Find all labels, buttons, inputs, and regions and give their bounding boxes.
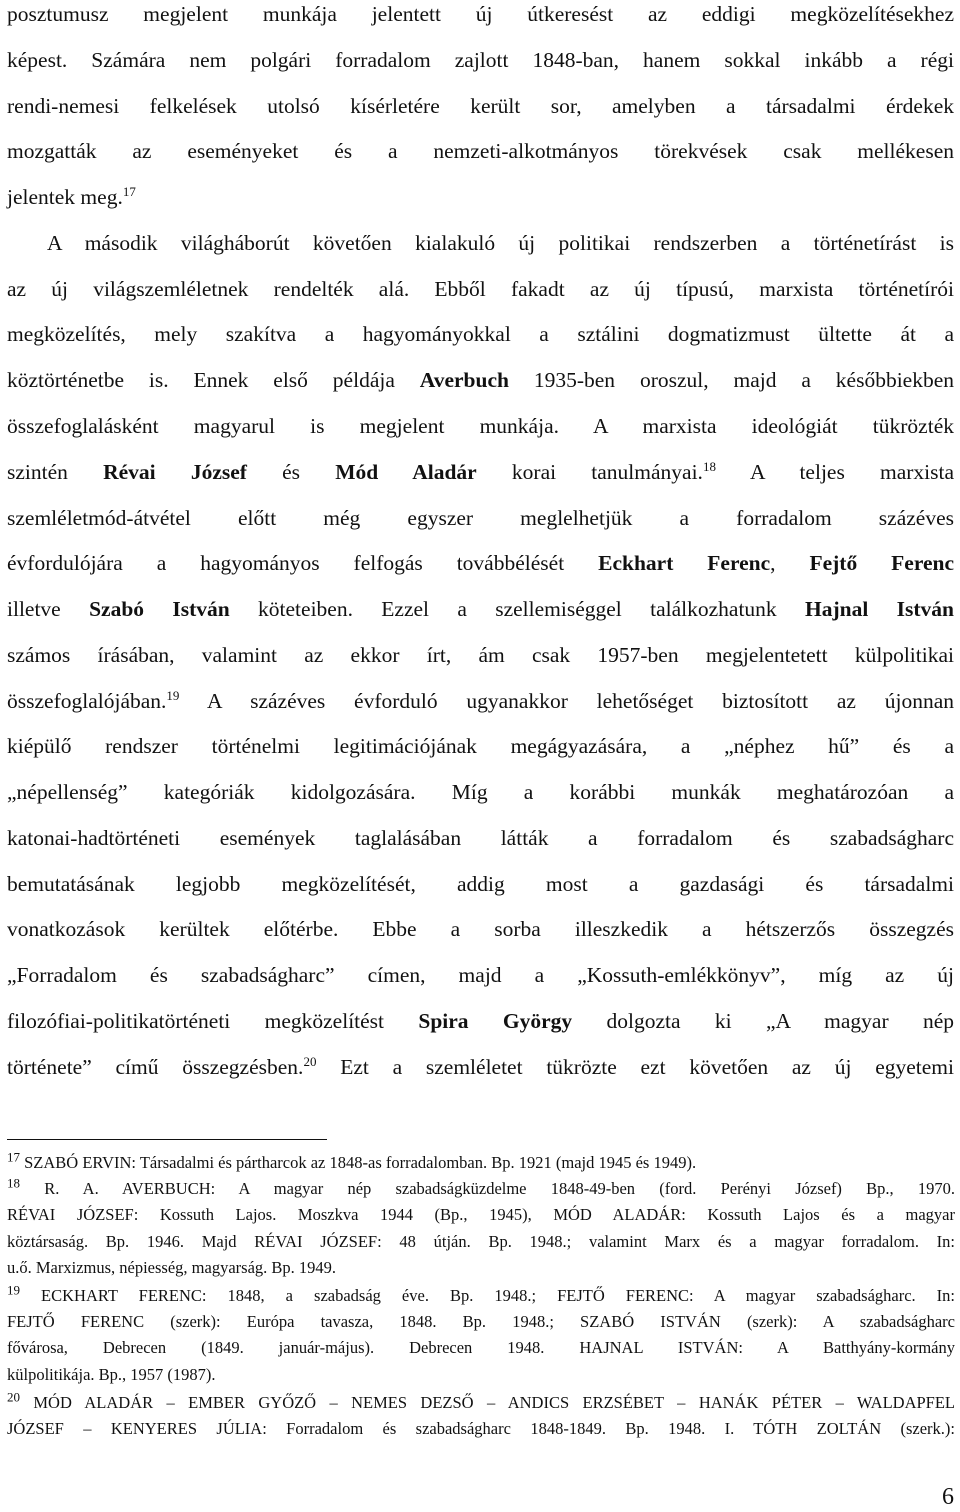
body-line: az új világszemléletnek rendelték alá. Ebből fakadt az új típusú, marxista történetírói: [7, 277, 954, 301]
person-name: Fejtő Ferenc: [809, 551, 955, 575]
footnote-separator: [7, 1139, 327, 1140]
footnote-17: $^{17}$ SZABÓ ERVIN: Társadalmi és pártharcok az 1848-as forradalomban. Bp. 1921 (majd 1945 és 1949).: [7, 1149, 697, 1172]
body-line: filozófiai-politikatörténeti megközelítést Spira György dolgozta ki „A magyar nép: [7, 1009, 955, 1033]
body-line: A második világháborút követően kialakuló új politikai rendszerben a történetírást is: [47, 231, 954, 255]
person-name: Hajnal István: [805, 597, 954, 621]
footnote-18-line: köztársaság. Bp. 1946. Majd RÉVAI JÓZSEF: 48 útján. Bp. 1948.; valamint Marx és a magyar forradalom. In:: [7, 1232, 955, 1251]
footnote-20-line: JÓZSEF – KENYERES JÚLIA: Forradalom és szabadságharc 1848-1849. Bp. 1948. I. TÓTH ZOLTÁN (szerk.):: [7, 1419, 955, 1438]
footnote-19-line: külpolitikája. Bp., 1957 (1987).: [7, 1365, 216, 1384]
body-line: kiépülő rendszer történelmi legitimációjának megágyazására, a „néphez hű” és a: [7, 734, 954, 758]
body-line: jelentek meg.$^{17}$: [7, 183, 136, 209]
body-line: köztörténetbe is. Ennek első példája Averbuch 1935-ben oroszul, majd a későbbiekben: [7, 368, 955, 392]
footnote-18-line: RÉVAI JÓZSEF: Kossuth Lajos. Moszkva 1944 (Bp., 1945), MÓD ALADÁR: Kossuth Lajos és a magyar: [7, 1205, 955, 1224]
footnote-ref: 20: [303, 1053, 317, 1069]
person-name: Averbuch: [419, 368, 509, 392]
body-line: illetve Szabó István köteteiben. Ezzel a szellemiséggel találkozhatunk Hajnal István: [7, 597, 954, 621]
footnote-18: $^{18}$ R. A. AVERBUCH: A magyar nép szabadságküzdelme 1848-49-ben (ford. Perényi József) Bp., 1970.: [7, 1175, 955, 1198]
person-name: Mód Aladár: [335, 460, 477, 484]
body-line: szemléletmód-átvétel előtt még egyszer meglelhetjük a forradalom százéves: [7, 506, 954, 530]
footnote-ref: 19: [166, 687, 180, 703]
body-line: bemutatásának legjobb megközelítését, addig most a gazdasági és társadalmi: [7, 872, 954, 896]
body-line: összefoglalójában.$^{19}$ A százéves évforduló ugyanakkor lehetőséget biztosított az újonnan: [7, 687, 954, 713]
footnote-ref: 17: [122, 183, 136, 199]
body-line: története” című összegzésben.$^{20}$ Ezt a szemléletet tükrözte ezt követően az új egyetemi: [7, 1053, 954, 1079]
body-line: „népellenség” kategóriák kidolgozására. Míg a korábbi munkák meghatározóan a: [7, 780, 954, 804]
body-line: mozgatták az eseményeket és a nemzeti-alkotmányos törekvések csak mellékesen: [7, 139, 954, 163]
footnote-18-line: u.ő. Marxizmus, népiesség, magyarság. Bp. 1949.: [7, 1258, 337, 1277]
footnote-ref: 18: [702, 458, 716, 474]
body-line: vonatkozások kerültek előtérbe. Ebbe a sorba illeszkedik a hétszerzős összegzés: [7, 917, 954, 941]
body-line: évfordulójára a hagyományos felfogás továbbélését Eckhart Ferenc, Fejtő Ferenc: [7, 551, 955, 575]
body-line: rendi-nemesi felkelések utolsó kísérletére került sor, amelyben a társadalmi érdekek: [7, 94, 954, 118]
person-name: Révai József: [103, 460, 247, 484]
footnote-19-line: FEJTŐ FERENC (szerk): Európa tavasza, 1848. Bp. 1948.; SZABÓ ISTVÁN (szerk): A szabadságharc: [7, 1312, 955, 1331]
body-line: számos írásában, valamint az ekkor írt, ám csak 1957-ben megjelentetett külpolitikai: [7, 643, 954, 667]
body-line: katonai-hadtörténeti események taglalásában látták a forradalom és szabadságharc: [7, 826, 954, 850]
page-number: 6: [942, 1484, 954, 1510]
footnote-19: $^{19}$ ECKHART FERENC: 1848, a szabadság éve. Bp. 1948.; FEJTŐ FERENC: A magyar szabadságharc. In:: [7, 1282, 955, 1305]
person-name: Szabó István: [89, 597, 230, 621]
body-line: „Forradalom és szabadságharc” címen, majd a „Kossuth-emlékkönyv”, míg az új: [7, 963, 954, 987]
body-line: posztumusz megjelent munkája jelentett új útkeresést az eddigi megközelítésekhez: [7, 2, 954, 26]
person-name: Spira György: [418, 1009, 573, 1033]
person-name: Eckhart Ferenc: [598, 551, 771, 575]
footnote-19-line: fővárosa, Debrecen (1849. január-május). Debrecen 1948. HAJNAL ISTVÁN: A Batthyány-kormány: [7, 1338, 955, 1357]
body-line: szintén Révai József és Mód Aladár korai tanulmányai.$^{18}$ A teljes marxista: [7, 458, 955, 484]
footnote-20: $^{20}$ MÓD ALADÁR – EMBER GYŐZŐ – NEMES DEZSŐ – ANDICS ERZSÉBET – HANÁK PÉTER – WALDAPFEL: [7, 1389, 955, 1412]
body-line: összefoglalásként magyarul is megjelent munkája. A marxista ideológiát tükrözték: [7, 414, 954, 438]
body-line: képest. Számára nem polgári forradalom zajlott 1848-ban, hanem sokkal inkább a régi: [7, 48, 954, 72]
body-line: megközelítés, mely szakítva a hagyományokkal a sztálini dogmatizmust ültette át a: [7, 322, 954, 346]
